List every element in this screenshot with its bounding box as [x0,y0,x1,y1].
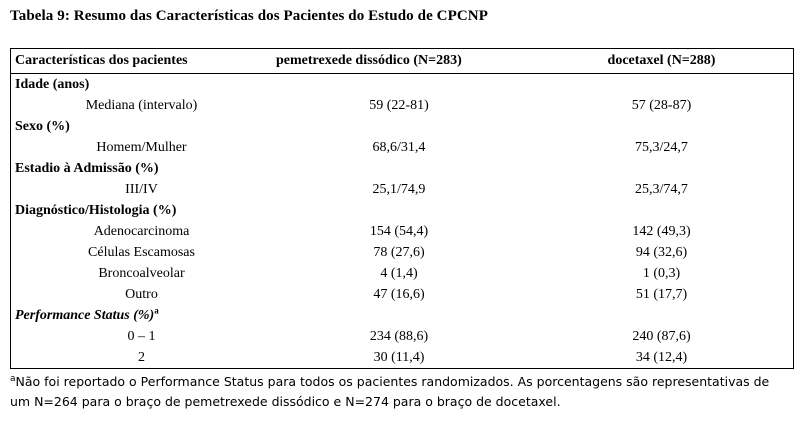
row-label: Performance Status (%) [15,307,155,323]
table-title: Tabela 9: Resumo das Características dos Pacientes do Estudo de CPCNP [10,8,489,24]
docetaxel-value: 240 (87,6) [632,328,691,344]
header-pemetrexede: pemetrexede dissódico (N=283) [276,53,462,68]
footnote-ref: a [154,304,159,315]
table-row [11,242,793,263]
pemetrexede-value: 25,1/74,9 [372,181,426,197]
patient-characteristics-table [10,48,794,369]
row-label-cell [11,98,268,114]
row-label-cell [11,140,268,156]
docetaxel-value: 25,3/74,7 [635,181,688,197]
table-section-row [11,158,793,179]
docetaxel-value: 1 (0,3) [642,265,681,281]
docetaxel-value: 34 (12,4) [635,349,688,365]
table-row [11,137,793,158]
header-characteristics: Características dos pacientes [15,53,188,68]
footnote-marker: a [10,373,16,384]
row-label-cell [11,224,268,240]
pemetrexede-value: 78 (27,6) [373,244,425,260]
row-label-cell [11,287,268,303]
pemetrexede-value: 68,6/31,4 [372,139,426,155]
table-row [11,347,793,368]
row-label: 0 – 1 [127,328,156,344]
row-label-cell [11,203,268,219]
table-row [11,284,793,305]
docetaxel-value: 142 (49,3) [632,223,691,239]
row-label-cell [11,329,268,345]
docetaxel-value: 75,3/24,7 [635,139,688,155]
footnote-text: Não foi reportado o Performance Status para todos os pacientes randomizados. As porcentagens são representativas de um N=264 para o braço de pemetrexede dissódico e N=274 para o braço de docetaxel. [10,374,770,409]
row-label: Estadio à Admissão (%) [15,160,159,176]
pemetrexede-value: 59 (22-81) [369,97,429,113]
table-row [11,326,793,347]
table-section-row [11,74,793,95]
row-label-cell [11,77,268,93]
row-label-cell [11,161,268,177]
docetaxel-value: 94 (32,6) [635,244,688,260]
table-row [11,95,793,116]
table-header-row [11,49,793,74]
row-label-cell [11,350,268,366]
table-row [11,221,793,242]
row-label: Broncoalveolar [98,265,185,281]
row-label-cell [11,245,268,261]
row-label: Células Escamosas [88,244,195,260]
pemetrexede-value: 234 (88,6) [369,328,429,344]
row-label: Adenocarcinoma [93,223,190,239]
table-section-row [11,116,793,137]
row-label: 2 [138,349,145,365]
row-label: Mediana (intervalo) [85,97,198,113]
row-label: Diagnóstico/Histologia (%) [15,202,177,218]
docetaxel-value: 57 (28-87) [631,97,692,113]
row-label: Sexo (%) [15,118,70,134]
table-section-row [11,200,793,221]
table-section-row [11,305,793,326]
row-label-cell [11,266,268,282]
row-label-cell [11,304,268,324]
table-footnote [10,372,790,412]
docetaxel-value: 51 (17,7) [635,286,688,302]
table-row [11,263,793,284]
row-label-cell [11,119,268,135]
row-label-cell [11,182,268,198]
row-label: Outro [125,286,158,302]
pemetrexede-value: 4 (1,4) [380,265,418,281]
row-label: Homem/Mulher [96,139,187,155]
row-label: Idade (anos) [15,76,90,92]
row-label: III/IV [125,181,158,197]
pemetrexede-value: 154 (54,4) [369,223,429,239]
table-body [11,74,793,368]
pemetrexede-value: 47 (16,6) [373,286,425,302]
header-docetaxel: docetaxel (N=288) [607,53,716,68]
pemetrexede-value: 30 (11,4) [373,349,425,365]
table-row [11,179,793,200]
